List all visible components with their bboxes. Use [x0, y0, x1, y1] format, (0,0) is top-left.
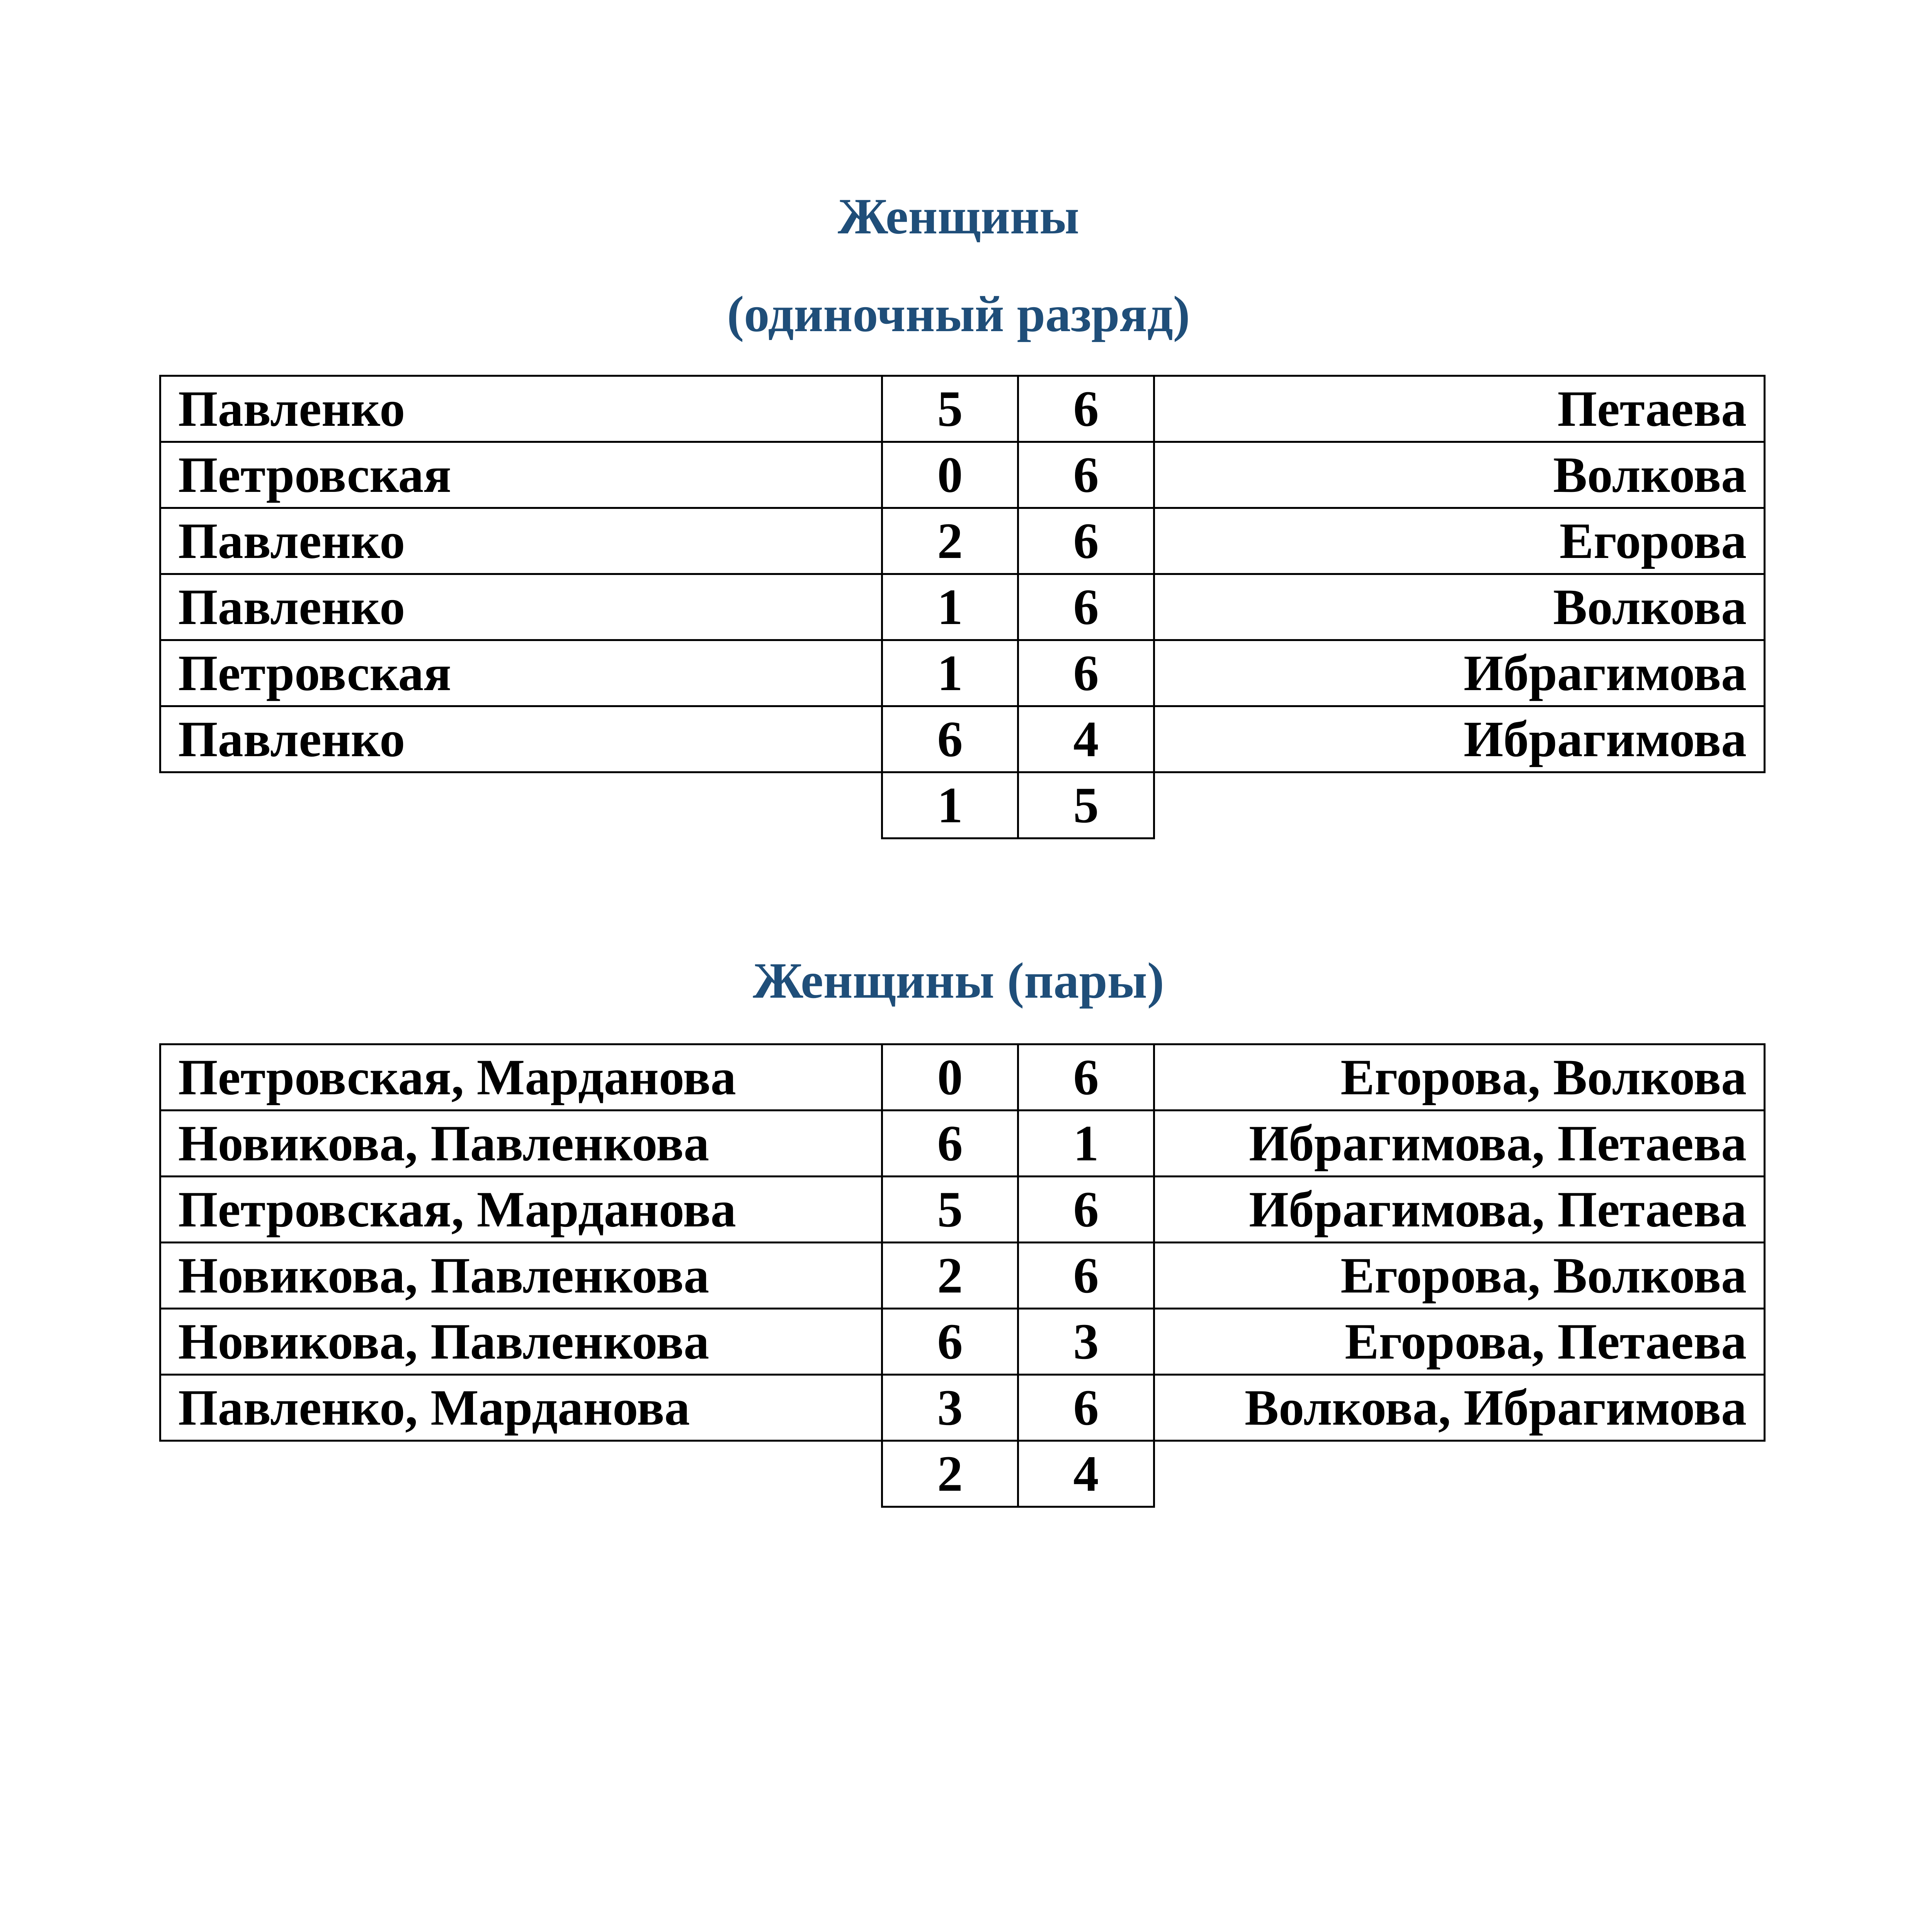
player-right: Ибрагимова — [1154, 706, 1765, 772]
score-right: 6 — [1018, 442, 1154, 508]
score-left: 1 — [882, 640, 1018, 706]
player-right: Волкова — [1154, 574, 1765, 640]
table-row — [160, 640, 1765, 706]
score-right: 6 — [1018, 1243, 1154, 1309]
score-right: 4 — [1018, 706, 1154, 772]
total-row — [160, 1441, 1765, 1507]
score-right: 6 — [1018, 640, 1154, 706]
pair-left: Павленко, Марданова — [160, 1375, 882, 1441]
total-row — [160, 772, 1765, 838]
doubles-results-table — [159, 1043, 1766, 1508]
total-left: 1 — [882, 772, 1018, 838]
table-row — [160, 574, 1765, 640]
pair-right: Ибрагимова, Петаева — [1154, 1177, 1765, 1243]
pair-right: Волкова, Ибрагимова — [1154, 1375, 1765, 1441]
empty-cell — [160, 772, 882, 838]
empty-cell — [160, 1441, 882, 1507]
score-left: 5 — [882, 1177, 1018, 1243]
singles-subtitle: (одиночный разряд) — [727, 286, 1190, 342]
player-right: Волкова — [1154, 442, 1765, 508]
player-left: Павленко — [160, 508, 882, 574]
pair-left: Новикова, Павленкова — [160, 1243, 882, 1309]
score-left: 6 — [882, 706, 1018, 772]
score-right: 6 — [1018, 574, 1154, 640]
table-row — [160, 1375, 1765, 1441]
score-right: 3 — [1018, 1309, 1154, 1375]
pair-left: Новикова, Павленкова — [160, 1309, 882, 1375]
table-row — [160, 1243, 1765, 1309]
total-right: 4 — [1018, 1441, 1154, 1507]
score-left: 5 — [882, 376, 1018, 442]
pair-right: Егорова, Волкова — [1154, 1044, 1765, 1111]
player-left: Павленко — [160, 376, 882, 442]
player-left: Петровская — [160, 442, 882, 508]
table-row — [160, 1044, 1765, 1111]
player-right: Петаева — [1154, 376, 1765, 442]
pair-right: Егорова, Петаева — [1154, 1309, 1765, 1375]
score-left: 1 — [882, 574, 1018, 640]
pair-left: Петровская, Марданова — [160, 1177, 882, 1243]
table-row — [160, 376, 1765, 442]
table-row — [160, 1111, 1765, 1177]
table-row — [160, 1177, 1765, 1243]
score-left: 0 — [882, 442, 1018, 508]
table-row — [160, 706, 1765, 772]
singles-title: Женщины — [837, 188, 1080, 245]
score-right: 6 — [1018, 1375, 1154, 1441]
score-right: 6 — [1018, 1177, 1154, 1243]
score-left: 2 — [882, 508, 1018, 574]
player-left: Петровская — [160, 640, 882, 706]
player-right: Егорова — [1154, 508, 1765, 574]
pair-left: Петровская, Марданова — [160, 1044, 882, 1111]
score-left: 2 — [882, 1243, 1018, 1309]
empty-cell — [1154, 1441, 1765, 1507]
score-right: 1 — [1018, 1111, 1154, 1177]
score-left: 6 — [882, 1111, 1018, 1177]
score-left: 0 — [882, 1044, 1018, 1111]
pair-right: Егорова, Волкова — [1154, 1243, 1765, 1309]
pair-right: Ибрагимова, Петаева — [1154, 1111, 1765, 1177]
player-left: Павленко — [160, 706, 882, 772]
player-right: Ибрагимова — [1154, 640, 1765, 706]
singles-results-table — [159, 375, 1766, 839]
score-left: 3 — [882, 1375, 1018, 1441]
table-row — [160, 1309, 1765, 1375]
table-row — [160, 508, 1765, 574]
score-right: 6 — [1018, 1044, 1154, 1111]
player-left: Павленко — [160, 574, 882, 640]
empty-cell — [1154, 772, 1765, 838]
score-right: 6 — [1018, 376, 1154, 442]
score-left: 6 — [882, 1309, 1018, 1375]
total-left: 2 — [882, 1441, 1018, 1507]
total-right: 5 — [1018, 772, 1154, 838]
score-right: 6 — [1018, 508, 1154, 574]
doubles-title: Женщины (пары) — [753, 952, 1164, 1009]
table-row — [160, 442, 1765, 508]
pair-left: Новикова, Павленкова — [160, 1111, 882, 1177]
